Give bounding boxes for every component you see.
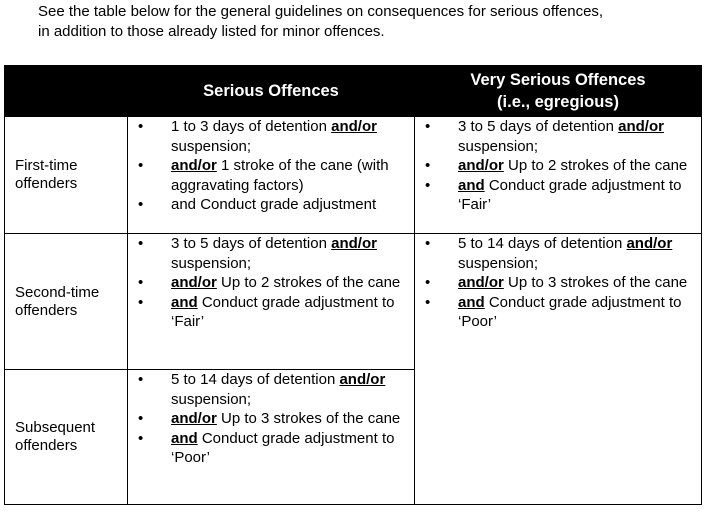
header-very-serious-line2: (i.e., egregious) — [497, 93, 619, 111]
header-serious-offences — [128, 66, 415, 117]
cell-very-serious — [415, 117, 702, 234]
item-text: suspension; — [171, 254, 252, 272]
item-text: Conduct grade adjustment to ‘Fair’ — [171, 293, 395, 330]
table-row — [5, 234, 702, 370]
item-text: Up to 2 strokes of the cane — [503, 157, 688, 174]
cell-very-serious — [415, 234, 702, 505]
item-text: Conduct grade adjustment to ‘Poor’ — [458, 293, 682, 330]
item-text: 3 to 5 days of detention — [171, 235, 332, 252]
item-text: Conduct grade adjustment to ‘Poor’ — [171, 429, 395, 466]
item-text: and Conduct grade adjustment — [171, 196, 377, 213]
item-text: 3 to 5 days of detention — [458, 118, 619, 135]
consequence-item — [415, 117, 701, 156]
consequence-item — [128, 273, 414, 293]
table-row — [5, 117, 702, 234]
item-keyword: and/or — [618, 118, 664, 135]
consequence-list — [415, 234, 701, 332]
item-text: suspension; — [458, 254, 539, 272]
offences-table — [4, 65, 702, 505]
item-text: Conduct grade adjustment to ‘Fair’ — [458, 176, 682, 213]
table-header-row — [5, 66, 702, 117]
item-keyword: and/or — [626, 235, 673, 252]
item-text: Up to 2 strokes of the cane — [216, 274, 401, 291]
consequence-item — [415, 156, 701, 176]
cell-serious — [128, 117, 415, 234]
intro-paragraph — [38, 2, 698, 42]
item-keyword: and/or — [171, 410, 217, 427]
cell-serious — [128, 370, 415, 505]
item-keyword: and — [458, 176, 485, 194]
row-label-line1: Subsequent — [15, 419, 96, 436]
header-very-serious-line1: Very Serious Offences — [470, 71, 646, 89]
item-keyword: and — [458, 293, 485, 311]
row-label-second-time — [5, 234, 128, 370]
row-label-line2: offenders — [15, 301, 78, 319]
header-very-serious-offences — [415, 66, 702, 117]
item-text: 5 to 14 days of detention — [458, 235, 627, 252]
row-label-line1: Second-time — [15, 283, 100, 301]
row-label-first-time — [5, 117, 128, 234]
item-text: 1 to 3 days of detention — [171, 118, 332, 135]
item-keyword: and/or — [339, 371, 386, 388]
consequence-item — [415, 176, 701, 215]
consequence-item — [128, 234, 414, 273]
item-keyword: and/or — [458, 157, 504, 174]
consequence-item — [128, 195, 414, 215]
consequence-item — [128, 370, 414, 409]
consequence-item — [128, 409, 414, 429]
consequence-list — [415, 117, 701, 215]
item-text: suspension; — [458, 137, 539, 155]
item-text: Up to 3 strokes of the cane — [503, 274, 688, 291]
header-blank — [5, 66, 128, 117]
item-text: suspension; — [171, 137, 252, 155]
intro-line-1: See the table below for the general guidelines on consequences for serious offences, — [38, 3, 604, 20]
consequence-list — [128, 370, 414, 468]
row-label-subsequent — [5, 370, 128, 505]
cell-serious — [128, 234, 415, 370]
consequence-item — [128, 117, 414, 156]
consequence-item — [128, 429, 414, 468]
item-text: 5 to 14 days of detention — [171, 371, 340, 388]
item-keyword: and/or — [171, 157, 217, 174]
item-keyword: and — [171, 293, 198, 311]
consequence-item — [415, 234, 701, 273]
row-label-line2: offenders — [15, 175, 78, 192]
item-text: 1 stroke of the cane (with aggravating factors) — [171, 157, 389, 194]
consequence-list — [128, 117, 414, 215]
item-keyword: and/or — [458, 274, 504, 291]
item-keyword: and/or — [171, 274, 217, 291]
consequence-list — [128, 234, 414, 332]
item-text: Up to 3 strokes of the cane — [216, 410, 401, 427]
consequence-item — [128, 293, 414, 332]
header-serious-label: Serious Offences — [203, 82, 339, 100]
row-label-line1: First-time — [15, 157, 78, 174]
consequence-item — [415, 273, 701, 293]
item-keyword: and/or — [331, 235, 377, 252]
consequence-item — [128, 156, 414, 195]
item-keyword: and/or — [331, 118, 377, 135]
item-keyword: and — [171, 429, 198, 447]
intro-line-2: in addition to those already listed for minor offences. — [38, 23, 385, 40]
item-text: suspension; — [171, 390, 252, 408]
row-label-line2: offenders — [15, 437, 78, 454]
consequence-item — [415, 293, 701, 332]
